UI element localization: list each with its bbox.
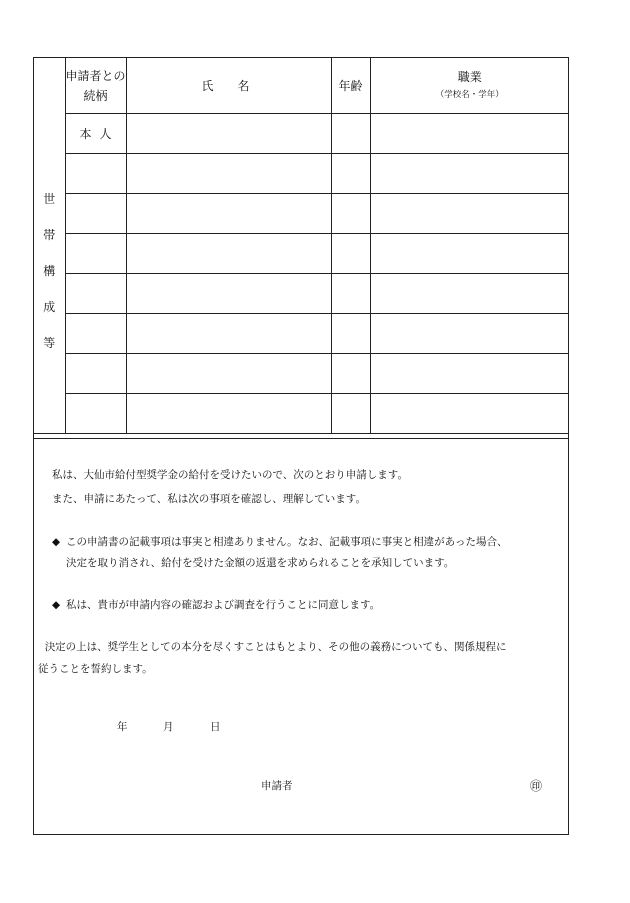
household-row xyxy=(34,354,569,394)
job-cell[interactable] xyxy=(370,114,569,154)
name-cell[interactable] xyxy=(126,194,331,234)
item-2: ◆ 私は、貴市が申請内容の確認および調査を行うことに同意します。 xyxy=(52,599,381,611)
pledge-line-1: 決定の上は、奨学生としての本分を尽くすことはもとより、その他の義務についても、関係規程に xyxy=(44,641,507,653)
relation-cell[interactable] xyxy=(65,354,126,394)
household-row xyxy=(34,114,569,154)
age-cell[interactable] xyxy=(331,394,370,434)
age-cell[interactable] xyxy=(331,194,370,234)
relation-cell[interactable] xyxy=(65,234,126,274)
item-1-line-2: 決定を取り消され、給付を受けた金額の返還を求められることを承知しています。 xyxy=(66,557,455,569)
job-cell[interactable] xyxy=(370,194,569,234)
name-cell[interactable] xyxy=(126,114,331,154)
job-cell[interactable] xyxy=(370,354,569,394)
name-cell[interactable] xyxy=(126,314,331,354)
job-cell[interactable] xyxy=(370,314,569,354)
diamond-bullet-icon: ◆ xyxy=(52,536,61,548)
header-job: 職業 （学校名・学年） xyxy=(370,58,569,114)
date-year-label: 年 xyxy=(117,721,128,733)
header-relation: 申請者との 続柄 xyxy=(65,58,126,114)
name-cell[interactable] xyxy=(126,354,331,394)
section-label: 世 帯 構 成 等 xyxy=(34,58,65,434)
household-row xyxy=(34,154,569,194)
age-cell[interactable] xyxy=(331,314,370,354)
name-cell[interactable] xyxy=(126,274,331,314)
age-cell[interactable] xyxy=(331,274,370,314)
statement-line-2: また、申請にあたって、私は次の事項を確認し、理解しています。 xyxy=(52,493,366,505)
job-cell[interactable] xyxy=(370,274,569,314)
seal-icon: ㊞ xyxy=(530,779,543,793)
pledge-line-2: 従うことを誓約します。 xyxy=(38,663,153,675)
name-cell[interactable] xyxy=(126,154,331,194)
household-row xyxy=(34,314,569,354)
household-row xyxy=(34,234,569,274)
job-cell[interactable] xyxy=(370,154,569,194)
relation-cell[interactable] xyxy=(65,274,126,314)
date-month-label: 月 xyxy=(163,721,174,733)
age-cell[interactable] xyxy=(331,154,370,194)
header-name: 氏 名 xyxy=(126,58,331,114)
household-table xyxy=(34,58,569,434)
header-age: 年齢 xyxy=(331,58,370,114)
relation-cell[interactable] xyxy=(65,194,126,234)
household-header-row xyxy=(34,58,569,114)
diamond-bullet-icon: ◆ xyxy=(52,599,61,611)
job-cell[interactable] xyxy=(370,234,569,274)
statement-line-1: 私は、大仙市給付型奨学金の給付を受けたいので、次のとおり申請します。 xyxy=(52,469,408,481)
name-cell[interactable] xyxy=(126,394,331,434)
relation-cell[interactable] xyxy=(65,394,126,434)
name-cell[interactable] xyxy=(126,234,331,274)
household-row xyxy=(34,194,569,234)
household-row xyxy=(34,274,569,314)
statement-section xyxy=(34,438,569,836)
item-1-line-1: ◆ この申請書の記載事項は事実と相違ありません。なお、記載事項に事実と相違があった場合、 xyxy=(52,536,508,548)
relation-cell[interactable] xyxy=(65,154,126,194)
household-row xyxy=(34,394,569,434)
relation-cell[interactable] xyxy=(65,314,126,354)
relation-cell[interactable]: 本人 xyxy=(65,114,126,154)
age-cell[interactable] xyxy=(331,354,370,394)
applicant-label: 申請者 xyxy=(261,780,293,792)
age-cell[interactable] xyxy=(331,234,370,274)
application-form xyxy=(33,57,569,835)
job-cell[interactable] xyxy=(370,394,569,434)
date-day-label: 日 xyxy=(210,721,221,733)
age-cell[interactable] xyxy=(331,114,370,154)
